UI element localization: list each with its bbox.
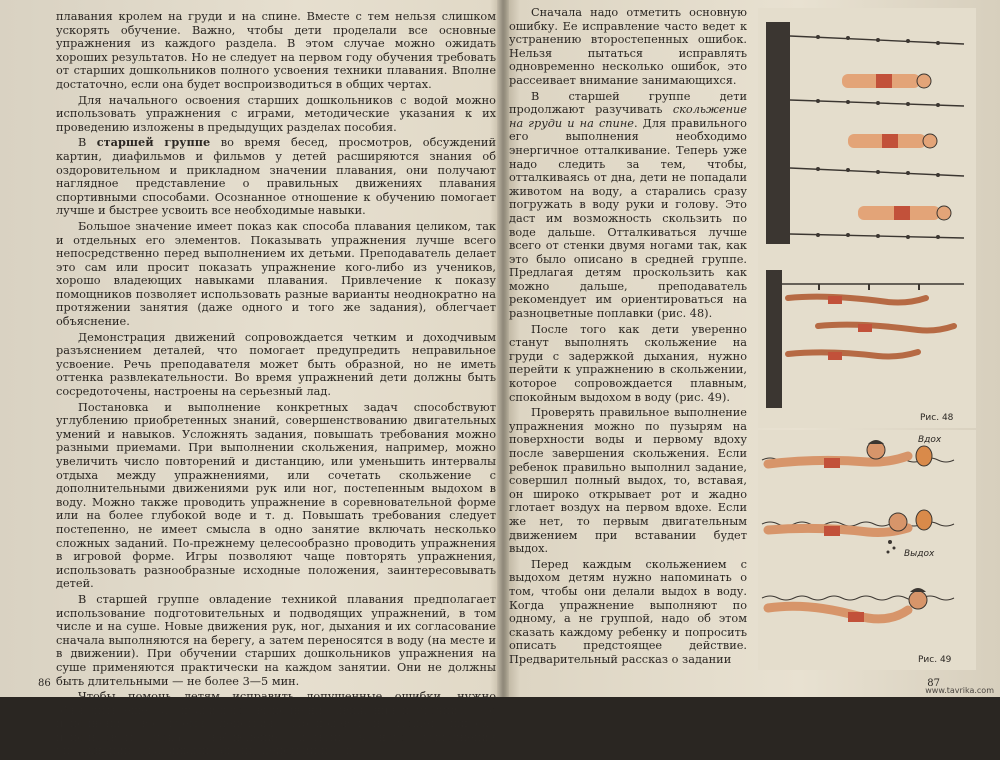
- right-text-run: В старшей группе дети продолжают разучивать: [509, 89, 747, 117]
- right-text-run: скольжение на груди и на спине: [509, 103, 747, 130]
- left-page: [0, 0, 500, 758]
- left-paragraph: [56, 690, 496, 758]
- figure-49: [758, 430, 976, 670]
- pool-wall: [766, 22, 790, 244]
- left-text-run: Демонстрация движений сопровождается четким и доходчивым разъяснением деталей, что помогает предупредить неправильное усвоение. Речь преподавателя может быть образной, но не иметь оттенка развлекательности. Во время упражнений дети должны быть сосредоточены, настроены на серьезный лад.: [56, 330, 496, 399]
- left-text-run: Чтобы помочь детям исправить допущенные ошибки, нужно объяснить еще раз правильное выполнение движения и уточнить его исполнение во время действия. Преподаватель может широко использовать показ, наблюдение детьми верного выполнения упражнений товарищами, анализ действий и т. п.: [56, 690, 496, 758]
- pool-wall-side: [766, 270, 782, 408]
- figure-49-illustration: [758, 430, 976, 670]
- left-paragraph: [56, 10, 496, 92]
- left-text-run: Постановка и выполнение конкретных задач способствуют углублению приобретенных знаний, совершенствованию двигательных умений и навыков. Усложнять задания, повышать требования можно разными приемами. При выполнении скольжения, например, можно увеличить число повторений и дистанцию, или уменьшить интервалы отдыха между упражнениями, или сочетать скольжение с дополнительными движениями рук или ног, постепенным выдохом в воду. Можно также проводить упражнение в соревновательной форме или на более глубокой воде и т. д. Повышать требования следует постепенно, не имеет смысла в одно занятие включать несколько сложных заданий. По-прежнему целесообразно проводить упражнения в игровой форме. Игры позволяют чаще повторять упражнения, использовать разнообразные исходные положения, заинтересовывать детей.: [56, 400, 496, 591]
- figure-49-label: Рис. 49: [918, 655, 952, 665]
- right-page: [505, 0, 1000, 697]
- left-paragraph: [56, 593, 496, 688]
- right-paragraph: [509, 6, 747, 88]
- left-paragraph: [56, 220, 496, 329]
- right-paragraph: [509, 406, 747, 556]
- left-paragraph: [56, 331, 496, 399]
- swimmer-topdown: [842, 74, 931, 88]
- left-text-run: Большое значение имеет показ как способа плавания целиком, так и отдельных его элементов. Показывать упражнения лучше всего непосредственно перед выполнением их детьми. Преподаватель делает это сам или просит показать упражнение кого-либо из учеников, хорошо владеющих навыками плавания. Привлечение к показу помощников позволяет использовать разные варианты неоднократно на протяжении занятия (даже одного и того же задания), облегчает объяснение.: [56, 219, 496, 329]
- right-page-number: 87: [927, 678, 940, 689]
- figure-48: [758, 8, 976, 428]
- left-text-run: старшей группе: [96, 135, 211, 150]
- left-page-number: 86: [38, 678, 51, 689]
- figure-48-label: Рис. 48: [920, 413, 954, 423]
- left-page-text: [56, 10, 496, 760]
- right-text-run: Перед каждым скольжением с выдохом детям нужно напоминать о том, чтобы они делали выдох в воду. Когда упражнение выполняют по одному, а не группой, надо об этом сказать каждому ребенку и попросить описать предстоящее действие. Предварительный рассказ о задании: [509, 557, 747, 666]
- right-text-run: Проверять правильное выполнение упражнения можно по пузырям на поверхности воды и первому вдоху после завершения скольжения. Если ребенок правильно выполнил задание, совершил полный выдох, то, вставая, он широко открывает рот и жадно глотает воздух на первом вдохе. Если же нет, то первым двигательным движением при вставании будет выдох.: [509, 406, 747, 556]
- right-text-run: После того как дети уверенно станут выполнять скольжение на груди с задержкой дыхания, нужно перейти к упражнению в скольжении, которое сопровождается плавным, спокойным выдохом в воду (рис. 49).: [509, 322, 747, 404]
- left-text-run: Для начального освоения старших дошкольников с водой можно использовать упражнения с играми, методические указания к их проведению изложены в предыдущих разделах пособия.: [56, 93, 496, 134]
- figure-48-illustration: [758, 8, 976, 428]
- left-paragraph: [56, 94, 496, 135]
- right-paragraph: [509, 90, 747, 321]
- right-paragraph: [509, 558, 747, 667]
- left-text-run: плавания кролем на груди и на спине. Вместе с тем нельзя слишком ускорять обучение. Важно, чтобы дети проделали все основные упражнения из каждого раздела. В этом случае можно ожидать хороших результатов. Но не следует на первом году обучения требовать от старших дошкольников полного усвоения техники плавания. Вполне достаточно, если она будет воспроизводиться в общих чертах.: [56, 10, 496, 91]
- left-paragraph: [56, 136, 496, 218]
- left-text-run: во время бесед, просмотров, обсуждений картин, диафильмов и фильмов у детей расширяются знания об оздоровительном и прикладном значении плавания, они получают наглядное представление о правильных движениях плавания спортивными способами. Осознанное отношение к обучению помогает лучше и быстрее усвоить все необходимые навыки.: [56, 136, 496, 218]
- right-text-run: . Для правильного его выполнения необходимо энергичное отталкивание. Теперь уже надо следить за тем, чтобы, отталкиваясь от дна, дети не попадали животом на воду, а старались сразу погружать в воду руки и голову. Это даст им возможность скользить по воде дальше. Отталкиваться лучше всего от стенки двумя ногами так, как это было описано в средней группе. Предлагая детям проскользить как можно дальше, преподаватель рекомендует им ориентироваться на разноцветные поплавки (рис. 48).: [509, 116, 747, 321]
- right-page-text: [509, 6, 747, 669]
- inhale-label: Вдох: [918, 435, 942, 445]
- exhale-label: Выдох: [904, 549, 935, 559]
- left-text-run: В: [78, 136, 97, 150]
- left-text-run: В старшей группе овладение техникой плавания предполагает использование подготовительных и подводящих упражнений, в том числе и на суше. Новые движения рук, ног, дыхания и их согласование сначала выполняются на берегу, а затем переносятся в воду (на месте и в движении). При обучении старших дошкольников упражнения на суше применяются практически на каждом занятии. Они не должны быть длительными — не более 3—5 мин.: [56, 592, 496, 688]
- right-paragraph: [509, 323, 747, 405]
- watermark: www.tavrika.com: [925, 686, 994, 695]
- right-text-run: Сначала надо отметить основную ошибку. Ее исправление часто ведет к устранению второстепенных ошибок. Нельзя пытаться исправлять одновременно несколько ошибок, это рассеивает внимание занимающихся.: [509, 6, 747, 87]
- left-paragraph: [56, 401, 496, 591]
